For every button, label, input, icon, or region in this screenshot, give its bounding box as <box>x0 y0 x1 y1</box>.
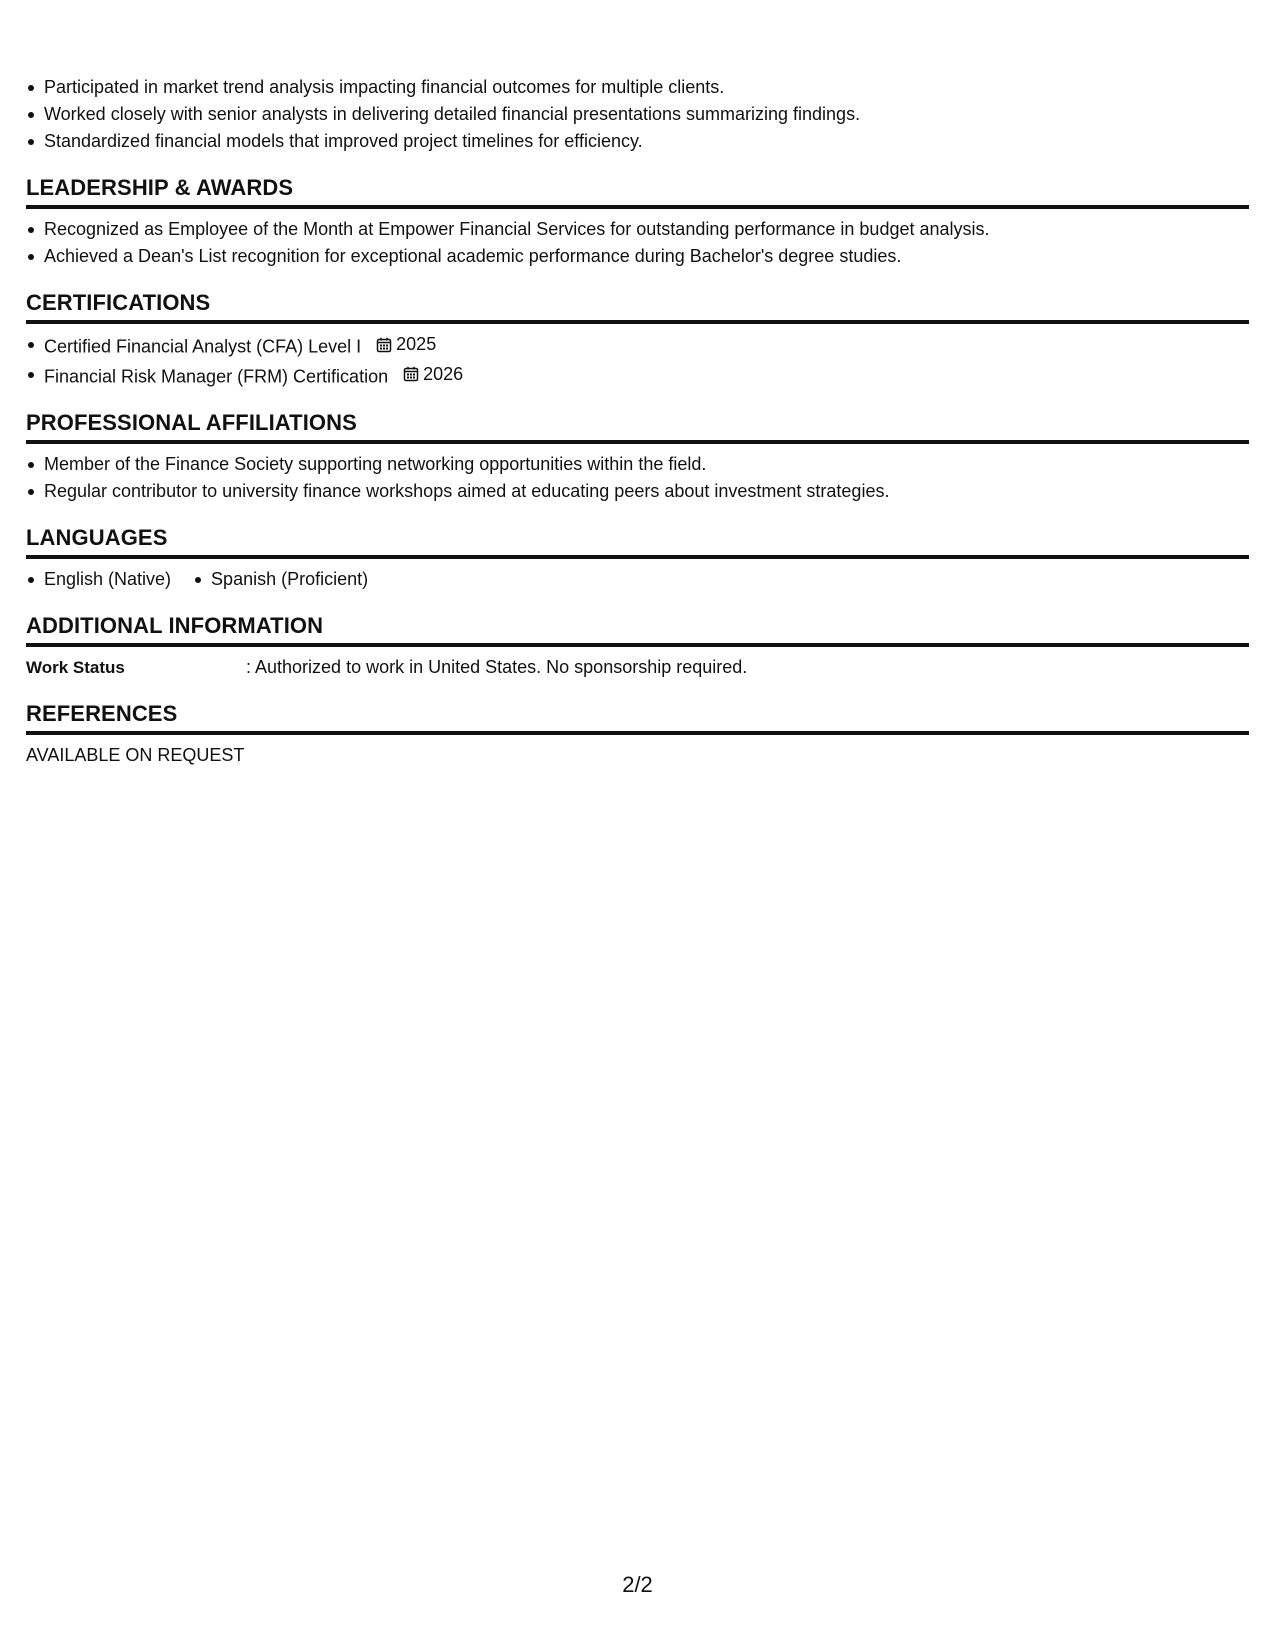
list-item: Achieved a Dean's List recognition for exceptional academic performance during Bachelor's degree studies. <box>26 243 1249 270</box>
section-title: CERTIFICATIONS <box>26 289 1249 324</box>
certification-year: 2026 <box>423 363 464 384</box>
certification-name: Certified Financial Analyst (CFA) Level I <box>44 336 362 357</box>
affiliations-section <box>26 409 1249 505</box>
section-title: REFERENCES <box>26 700 1249 735</box>
page-number: 2/2 <box>622 1572 653 1597</box>
languages-section <box>26 524 1249 593</box>
certification-date <box>376 331 436 358</box>
affiliations-list <box>26 451 1249 505</box>
resume-page <box>26 74 1249 769</box>
list-item <box>26 331 1249 361</box>
work-status-label: Work Status <box>26 658 125 677</box>
certifications-list <box>26 331 1249 390</box>
certification-year: 2025 <box>396 334 437 354</box>
list-item: Participated in market trend analysis impacting financial outcomes for multiple clients. <box>26 74 1249 101</box>
list-item: Regular contributor to university finance workshops aimed at educating peers about investment strategies. <box>26 478 1249 505</box>
list-item: English (Native) <box>26 566 171 593</box>
additional-info-section <box>26 612 1249 681</box>
section-title: LEADERSHIP & AWARDS <box>26 174 1249 209</box>
list-item <box>26 361 1249 391</box>
list-item: Recognized as Employee of the Month at Empower Financial Services for outstanding performance in budget analysis. <box>26 216 1249 243</box>
leadership-section <box>26 174 1249 270</box>
list-item: Member of the Finance Society supporting networking opportunities within the field. <box>26 451 1249 478</box>
list-item: Standardized financial models that improved project timelines for efficiency. <box>26 128 1249 155</box>
experience-bullets <box>26 74 1249 155</box>
languages-list <box>26 566 1249 593</box>
work-status-row <box>26 654 1249 681</box>
calendar-icon <box>403 366 419 382</box>
list-item: Spanish (Proficient) <box>193 566 368 593</box>
certification-date <box>403 361 463 388</box>
leadership-list <box>26 216 1249 270</box>
certification-name: Financial Risk Manager (FRM) Certification <box>44 366 389 386</box>
references-text: AVAILABLE ON REQUEST <box>26 745 245 765</box>
certifications-section <box>26 289 1249 390</box>
section-title: LANGUAGES <box>26 524 1249 559</box>
section-title: PROFESSIONAL AFFILIATIONS <box>26 409 1249 444</box>
work-status-value: : Authorized to work in United States. No sponsorship required. <box>246 657 748 677</box>
list-item: Worked closely with senior analysts in delivering detailed financial presentations summarizing findings. <box>26 101 1249 128</box>
references-section <box>26 700 1249 769</box>
calendar-icon <box>376 337 392 353</box>
section-title: ADDITIONAL INFORMATION <box>26 612 1249 647</box>
